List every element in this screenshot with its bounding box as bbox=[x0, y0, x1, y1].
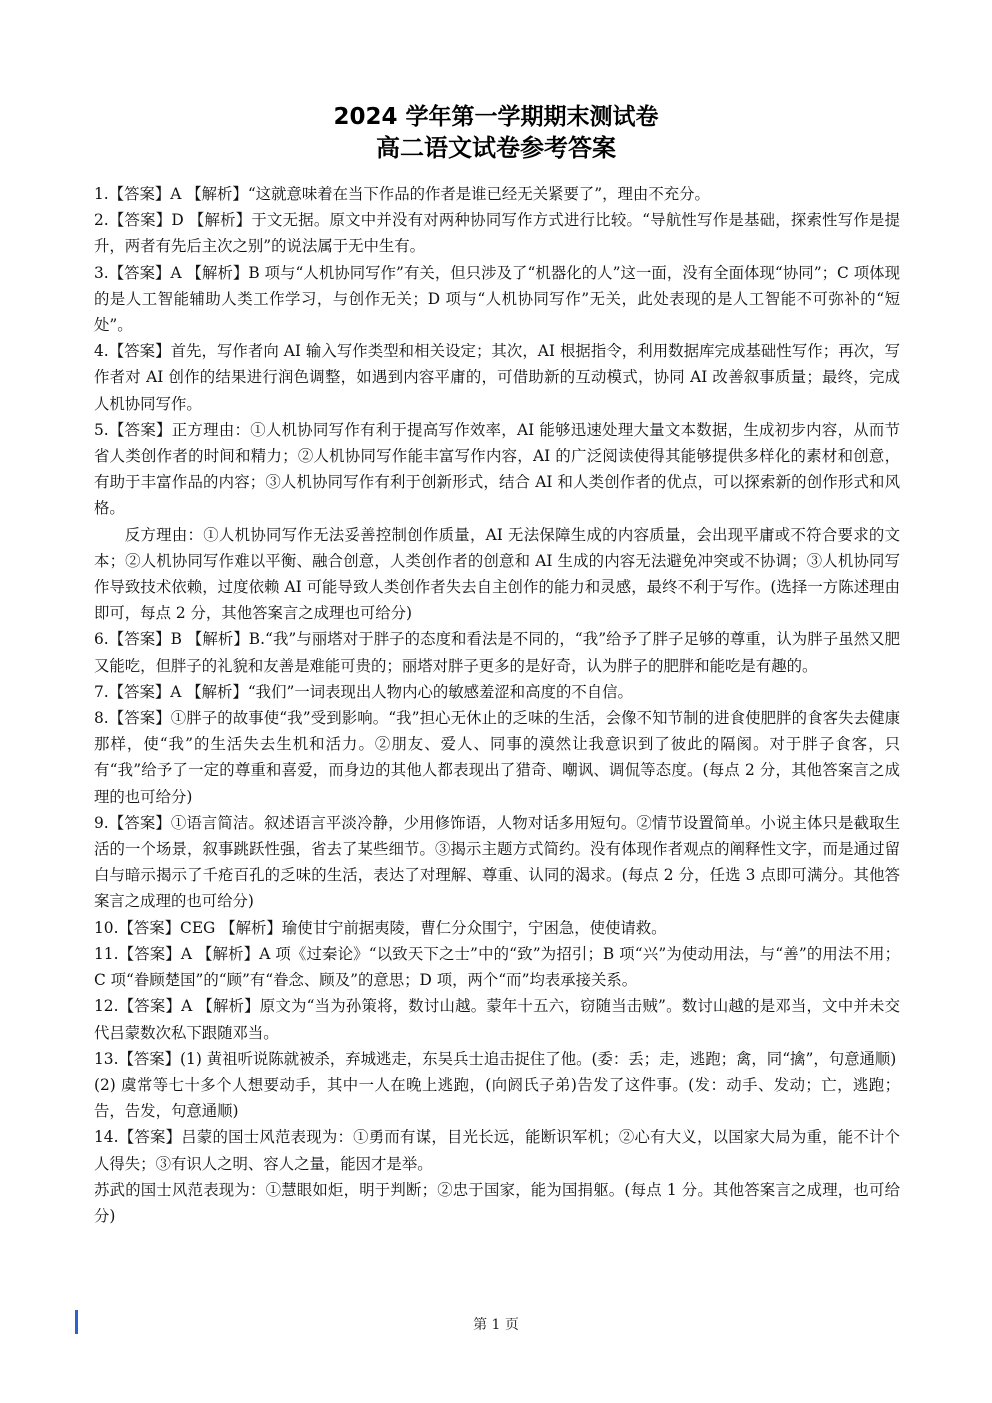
answer-10: 10.【答案】CEG 【解析】瑜使甘宁前据夷陵，曹仁分众围宁，宁困急，使使请救。 bbox=[94, 918, 667, 937]
answer-1: 1.【答案】A 【解析】“这就意味着在当下作品的作者是谁已经无关紧要了”，理由不充分。 bbox=[94, 185, 710, 203]
answer-14-suwu: 苏武的国士风范表现为：①慧眼如炬，明于判断；②忠于国家，能为国捐躯。(每点 1 分。其他答案言之成理，也可给分) bbox=[94, 1180, 900, 1225]
exam-title: 2024 学年第一学期期末测试卷 bbox=[333, 104, 659, 130]
answer-5-pro: 5.【答案】正方理由：①人机协同写作有利于提高写作效率，AI 能够迅速处理大量文本数据，生成初步内容，从而节省人类创作者的时间和精力；②人机协同写作能丰富写作内容，AI 的广泛阅读使得其能够提供多样化的素材和创意，有助于丰富作品的内容；③人机协同写作有利于创新形式，结合 AI 和人类创作者的优点，可以探索新的创作形式和风格。 bbox=[94, 420, 900, 518]
answer-list bbox=[94, 181, 900, 1229]
answer-6: 6.【答案】B 【解析】B.“我”与丽塔对于胖子的态度和看法是不同的，“我”给予了胖子足够的尊重，认为胖子虽然又肥又能吃，但胖子的礼貌和友善是难能可贵的；丽塔对胖子更多的是好奇，认为胖子的肥胖和能吃是有趣的。 bbox=[94, 630, 900, 675]
answer-11: 11.【答案】A 【解析】A 项《过秦论》“以致天下之士”中的“致”为招引；B 项“兴”为使动用法，与“善”的用法不用；C 项“眷顾楚国”的“顾”有“眷念、顾及”的意思；D 项，两个“而”均表承接关系。 bbox=[94, 944, 900, 990]
answer-5-con: 反方理由：①人机协同写作无法妥善控制创作质量，AI 无法保障生成的内容质量，会出现平庸或不符合要求的文本；②人机协同写作难以平衡、融合创意，人类创作者的创意和 AI 生成的内容无法避免冲突或不协调；③人机协同写作导致技术依赖，过度依赖 AI 可能导致人类创作者失去自主创作的能力和灵感，最终不利于写作。(选择一方陈述理由即可，每点 2 分，其他答案言之成理也可给分) bbox=[94, 525, 900, 623]
answer-key-title: 高二语文试卷参考答案 bbox=[376, 134, 616, 162]
answer-3: 3.【答案】A 【解析】B 项与“人机协同写作”有关，但只涉及了“机器化的人”这一面，没有全面体现“协同”；C 项体现的是人工智能辅助人类工作学习，与创作无关；D 项与“人机协同写作”无关，此处表现的是人工智能不可弥补的“短处”。 bbox=[94, 263, 900, 335]
answer-13-part2: (2) 虞常等七十多个人想要动手，其中一人在晚上逃跑，(向阏氏子弟)告发了这件事。(发：动手、发动；亡，逃跑；告，告发，句意通顺) bbox=[94, 1075, 900, 1121]
page-number: 第 1 页 bbox=[473, 1317, 519, 1333]
answer-7: 7.【答案】A 【解析】“我们”一词表现出人物内心的敏感羞涩和高度的不自信。 bbox=[94, 682, 633, 701]
answer-14-lvmeng: 14.【答案】吕蒙的国士风范表现为：①勇而有谋，目光长远，能断识军机；②心有大义，以国家大局为重，能不计个人得失；③有识人之明、容人之量，能因才是举。 bbox=[94, 1128, 900, 1173]
answer-9: 9.【答案】①语言简洁。叙述语言平淡冷静，少用修饰语，人物对话多用短句。②情节设置简单。小说主体只是截取生活的一个场景，叙事跳跃性强，省去了某些细节。③揭示主题方式简约。没有体现作者观点的阐释性文字，而是通过留白与暗示揭示了千疮百孔的乏味的生活，表达了对理解、尊重、认同的渴求。(每点 2 分，任选 3 点即可满分。其他答案言之成理的也可给分) bbox=[94, 813, 900, 911]
answer-4: 4.【答案】首先，写作者向 AI 输入写作类型和相关设定；其次，AI 根据指令，利用数据库完成基础性写作；再次，写作者对 AI 创作的结果进行润色调整，如遇到内容平庸的，可借助新的互动模式，协同 AI 改善叙事质量；最终，完成人机协同写作。 bbox=[94, 342, 900, 413]
answer-2: 2.【答案】D 【解析】于文无据。原文中并没有对两种协同写作方式进行比较。“导航性写作是基础，探索性写作是提升，两者有先后主次之别”的说法属于无中生有。 bbox=[94, 211, 900, 256]
answer-12: 12.【答案】A 【解析】原文为“当为孙策将，数讨山越。蒙年十五六，窃随当击贼”。数讨山越的是邓当，文中并未交代吕蒙数次私下跟随邓当。 bbox=[94, 997, 900, 1042]
answer-13-part1: 13.【答案】(1) 黄祖听说陈就被杀，弃城逃走，东吴兵士追击捉住了他。(委：丢；走，逃跑；禽，同“擒”，句意通顺) bbox=[94, 1049, 897, 1068]
answer-8: 8.【答案】①胖子的故事使“我”受到影响。“我”担心无休止的乏味的生活，会像不知节制的进食使肥胖的食客失去健康那样，使“我”的生活失去生机和活力。②朋友、爱人、同事的漠然让我意识到了彼此的隔阂。对于胖子食客，只有“我”给予了一定的尊重和喜爱，而身边的其他人都表现出了猎奇、嘲讽、调侃等态度。(每点 2 分，其他答案言之成理的也可给分) bbox=[94, 709, 900, 806]
